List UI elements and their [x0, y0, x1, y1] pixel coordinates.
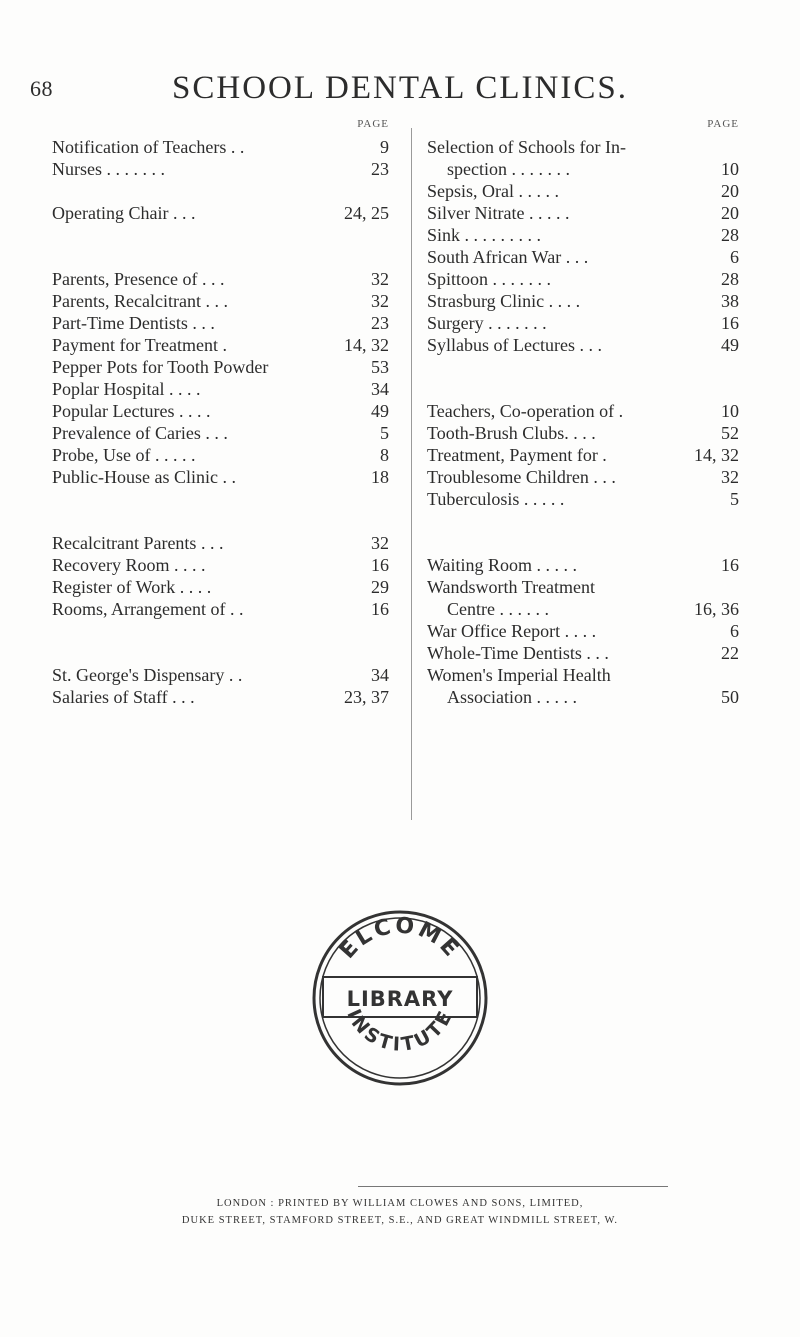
index-entry [427, 180, 739, 202]
index-term: Prevalence of Caries . . . [52, 423, 228, 443]
stamp-bottom-text: INSTITUTE [342, 1005, 458, 1056]
index-term: Surgery . . . . . . . [427, 313, 547, 333]
page-column-label: PAGE [707, 118, 739, 130]
index-pages: 38 [721, 291, 739, 311]
index-entry [52, 444, 389, 466]
index-pages: 29 [371, 577, 389, 597]
index-pages: 16, 36 [694, 599, 739, 619]
index-entry [427, 224, 739, 246]
index-pages: 16 [371, 555, 389, 575]
index-term: Teachers, Co-operation of . [427, 401, 624, 421]
index-term: Payment for Treatment . [52, 335, 227, 355]
index-term: Tuberculosis . . . . . [427, 489, 565, 509]
index-entry [52, 466, 389, 488]
index-term: Whole-Time Dentists . . . [427, 643, 609, 663]
index-term: Wandsworth Treatment [427, 577, 596, 597]
index-entry [52, 532, 389, 554]
index-entry [52, 290, 389, 312]
index-pages: 32 [371, 533, 389, 553]
index-pages: 23 [371, 313, 389, 333]
index-entry [427, 620, 739, 642]
index-entry [427, 290, 739, 312]
index-entry [52, 422, 389, 444]
index-pages: 49 [371, 401, 389, 421]
index-term: Register of Work . . . . [52, 577, 212, 597]
index-pages: 50 [721, 687, 739, 707]
index-term: Tooth-Brush Clubs. . . . [427, 423, 596, 443]
index-pages: 23, 37 [344, 687, 389, 707]
index-entry [427, 136, 739, 158]
index-pages: 28 [721, 269, 739, 289]
index-term: Pepper Pots for Tooth Powder [52, 357, 269, 377]
index-pages: 16 [721, 555, 739, 575]
index-term: Popular Lectures . . . . [52, 401, 211, 421]
index-pages: 9 [380, 137, 389, 157]
index-pages: 6 [730, 247, 739, 267]
index-pages: 16 [371, 599, 389, 619]
index-term: Public-House as Clinic . . [52, 467, 236, 487]
index-term: Sepsis, Oral . . . . . [427, 181, 559, 201]
index-term: Nurses . . . . . . . [52, 159, 165, 179]
index-term: Probe, Use of . . . . . [52, 445, 196, 465]
index-pages: 23 [371, 159, 389, 179]
index-pages: 10 [721, 159, 739, 179]
index-entry [427, 664, 739, 686]
index-entry [427, 202, 739, 224]
footer-rule [358, 1186, 668, 1187]
index-term: Silver Nitrate . . . . . [427, 203, 570, 223]
index-pages: 34 [371, 379, 389, 399]
index-entry [427, 576, 739, 598]
page-header [30, 70, 770, 110]
index-pages: 14, 32 [344, 335, 389, 355]
index-term: Treatment, Payment for . [427, 445, 607, 465]
index-entry [427, 158, 739, 180]
index-entry [52, 202, 389, 224]
index-entry [427, 334, 739, 356]
library-stamp [305, 905, 495, 1090]
index-column-left [52, 118, 389, 708]
index-entry [52, 664, 389, 686]
index-term: Recalcitrant Parents . . . [52, 533, 224, 553]
stamp-top-text: ELCOME [335, 913, 465, 964]
index-pages: 10 [721, 401, 739, 421]
index-term: Part-Time Dentists . . . [52, 313, 215, 333]
index-entry [52, 554, 389, 576]
index-term: Waiting Room . . . . . [427, 555, 578, 575]
index-entry [427, 488, 739, 510]
index-entry [427, 686, 739, 708]
index-pages: 22 [721, 643, 739, 663]
index-pages: 6 [730, 621, 739, 641]
index-entry [52, 576, 389, 598]
index-term: Parents, Presence of . . . [52, 269, 225, 289]
index-term: Syllabus of Lectures . . . [427, 335, 602, 355]
index-pages: 8 [380, 445, 389, 465]
index-pages: 20 [721, 203, 739, 223]
index-term: spection . . . . . . . [447, 159, 570, 179]
index-term: Recovery Room . . . . [52, 555, 206, 575]
index-pages: 14, 32 [694, 445, 739, 465]
index-pages: 16 [721, 313, 739, 333]
index-term: Rooms, Arrangement of . . [52, 599, 244, 619]
index-term: Association . . . . . [447, 687, 577, 707]
printer-imprint [0, 1195, 800, 1229]
index-pages: 5 [380, 423, 389, 443]
index-term: War Office Report . . . . [427, 621, 597, 641]
index-pages: 32 [371, 269, 389, 289]
index-term: Centre . . . . . . [447, 599, 549, 619]
index-pages: 24, 25 [344, 203, 389, 223]
index-entry [427, 400, 739, 422]
index-entry [52, 158, 389, 180]
imprint-line-1: LONDON : PRINTED BY WILLIAM CLOWES AND SONS, LIMITED, [216, 1198, 584, 1209]
index-pages: 32 [371, 291, 389, 311]
index-term: Women's Imperial Health [427, 665, 611, 685]
index-entry [427, 642, 739, 664]
stamp-center-text: LIBRARY [346, 987, 454, 1011]
index-pages: 49 [721, 335, 739, 355]
index-term: Poplar Hospital . . . . [52, 379, 201, 399]
index-term: South African War . . . [427, 247, 589, 267]
index-pages: 34 [371, 665, 389, 685]
index-term: Sink . . . . . . . . . [427, 225, 542, 245]
index-term: Strasburg Clinic . . . . [427, 291, 581, 311]
index-pages: 32 [721, 467, 739, 487]
running-title: SCHOOL DENTAL CLINICS. [172, 70, 628, 106]
index-entry [52, 400, 389, 422]
index-entry [52, 356, 389, 378]
index-entry [427, 444, 739, 466]
index-entry [52, 686, 389, 708]
index-entry [427, 268, 739, 290]
index-term: Parents, Recalcitrant . . . [52, 291, 228, 311]
imprint-line-2: DUKE STREET, STAMFORD STREET, S.E., AND GREAT WINDMILL STREET, W. [181, 1215, 619, 1226]
index-pages: 18 [371, 467, 389, 487]
index-entry [427, 312, 739, 334]
index-entry [52, 268, 389, 290]
index-entry [427, 598, 739, 620]
index-term: Salaries of Staff . . . [52, 687, 195, 707]
index-pages: 53 [371, 357, 389, 377]
index-pages: 28 [721, 225, 739, 245]
index-pages: 52 [721, 423, 739, 443]
index-entry [52, 312, 389, 334]
index-term: Troublesome Children . . . [427, 467, 616, 487]
index-column-right [427, 118, 739, 708]
page-number: 68 [30, 76, 53, 101]
column-divider [411, 128, 412, 820]
index-entry [52, 136, 389, 158]
index-entry [427, 466, 739, 488]
page-column-label: PAGE [357, 118, 389, 130]
index-entry [427, 554, 739, 576]
index-term: Selection of Schools for In- [427, 137, 626, 157]
index-term: Spittoon . . . . . . . [427, 269, 552, 289]
index-pages: 5 [730, 489, 739, 509]
index-pages: 20 [721, 181, 739, 201]
index-entry [427, 246, 739, 268]
index-entry [52, 334, 389, 356]
index-term: Notification of Teachers . . [52, 137, 245, 157]
index-entry [52, 378, 389, 400]
index-entry [427, 422, 739, 444]
index-term: St. George's Dispensary . . [52, 665, 243, 685]
index-term: Operating Chair . . . [52, 203, 196, 223]
index-entry [52, 598, 389, 620]
